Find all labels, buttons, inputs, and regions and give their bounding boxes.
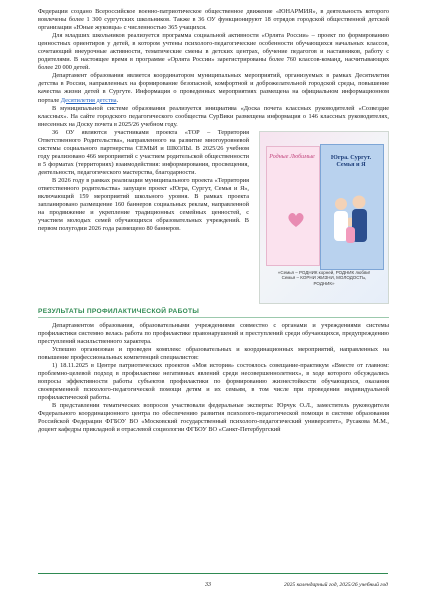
decade-of-childhood-link[interactable]: Десятилетия детства [60,96,117,104]
family-poster-image [259,131,389,304]
heart-icon [286,210,306,230]
paragraph: Федерации создано Всероссийское военно-патриотическое общественное движение «ЮНАРМИЯ», в деятельность которого вовлечены более 1 300 сургутских школьников. Также в 36 ОУ функционируют 18 отрядов городской общественной детской организации «Юные жуковцы» с численностью 365 учащихся. [38,8,389,32]
paragraph: В 2026 году в рамках реализации муниципального проекта «Территория ответственного родительства» запущен проект «Югра, Сургут, Семья и Я», включающий 159 мероприятий школьного уровня. В рамках проекта запланировано размещение 160 баннеров социальных реклам, направленной на продвижение и укрепление традиционных семейных ценностей, с участием молодых семей обучающихся образовательных учреждений. В первом полугодии 2026 года размещено 80 баннеров. [38,176,249,233]
project-block [38,129,389,306]
paragraph: Департаментом образования, образовательными учреждениями совместно с органами и учреждениями системы профилактики системно велась работа по профилактике правонарушений и преступлений среди обучающихся, предупреждению преступлений насильственного характера. [38,321,389,345]
poster-art [260,132,388,303]
poster-title-left: Родные Любимые [269,153,315,160]
paragraph: 36 ОУ являются участниками проекта «ТОР – Территория Ответственного Родительства», направленного на развитие многоуровневой системы социального партнерства СЕМЬИ и ШКОЛЫ. В 2025/26 учебном году реализовано 466 мероприятий с участием родительской общественности в 5 форматах (территориях) взаимодействия: информирования, просвещения, деятельности, педагогического мастерства, благодарности. [38,128,249,176]
poster-book-left [266,146,320,266]
paragraph: Для младших школьников реализуется программа социальной активности «Орлята России» – проект по формированию ценностных ориентиров у детей, в котором учтены психолого-педагогические особенности обучающихся начальных классов, сочетающий внеурочные активности, тематические смены в детских центрах, обучение педагогов и наставников, работу с родителями. В настоящее время в программе «Орлята России» зарегистрированы более 760 классов-команд, насчитывающих более 20 000 детей. [38,32,389,72]
page-number: 33 [205,582,211,588]
body-text [38,8,389,434]
family-illustration-icon [326,192,376,252]
poster-caption: «Семья – РОДНИК корней, РОДНИК любви! Семья – КОРНИ ЖИЗНИ, МОЛОДОСТЬ, РОДНИК» [277,269,371,286]
section-title: РЕЗУЛЬТАТЫ ПРОФИЛАКТИЧЕСКОЙ РАБОТЫ [38,308,389,318]
poster-title-right: Югра. Сургут. Семья и Я [330,153,372,169]
paragraph: Департамент образования является координатором муниципальных мероприятий, организуемых в рамках Десятилетия детства в России, направленных на формирование безопасной, комфортной и доброжелательной городской среды, повышение качества жизни детей в Сургуте. Информация о проведенных мероприятиях размещена на официальном информационном портале Десятилетия детства. [38,72,389,104]
footer-caption: 2025 календарный год, 2025/26 учебный год [283,582,388,588]
paragraph-text: Департамент образования является координатором муниципальных мероприятий, организуемых в рамках Десятилетия детства в России, направленных на формирование безопасной, комфортной и доброжелательной городской среды, повышение качества жизни детей в Сургуте. Информация о проведенных мероприятиях размещена на официальном информационном портале [38,72,389,104]
paragraph: В муниципальной системе образования реализуется инициатива «Доска почета классных руководителей «Созвездие классных». На сайте городского педагогического сообщества СурВики размещена информация о 146 классных руководителях, внесенных на Доску почета в 2025/26 учебном году. [38,104,389,128]
paragraph: Успешно организован и проведен комплекс образовательных и координационных мероприятий, направленных на повышение профессиональных компетенций специалистов: [38,345,389,361]
paragraph: В представлении тематических вопросов участвовали федеральные эксперты: Юрчук О.Л., заместитель руководителя Федерального координационного центра по обеспечению развития психолого-педагогической помощи в системе образования Российской Федерации ФГБОУ ВО «Московский государственный психолого-педагогический университет», Русакова М.М., доцент кафедры прикладной и отраслевой социологии ФГБОУ ВО «Санкт-Петербургский [38,402,389,434]
footer-divider [38,573,388,574]
paragraph: 1) 18.11.2025 в Центре патриотических проектов «Моя история» состоялось совещание-практикум «Вместе от главном: проблемно-целевой подход в профилактике негативных явлений среди несовершеннолетних», в ходе которого обсуждались вопросы эффективности работы субъектов профилактики по формированию жизнестойкости обучающихся, оказания своевременной психолого-педагогической помощи детям и их семьям, в том числе при проведении индивидуальной профилактической работы. [38,361,389,402]
